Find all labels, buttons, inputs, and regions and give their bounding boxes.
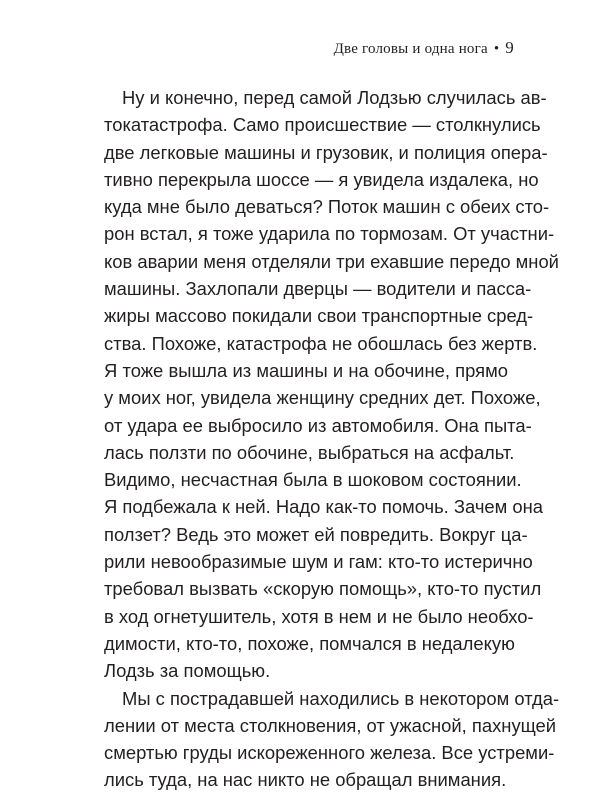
paragraph-2 bbox=[104, 685, 560, 794]
text-line: жиры массово покидали свои транспортные сред- bbox=[104, 305, 534, 327]
body-text bbox=[104, 84, 560, 794]
text-line: лении от места столкновения, от ужасной, пахнущей bbox=[104, 714, 557, 736]
text-line: рон встал, я тоже ударила по тормозам. От участни- bbox=[104, 223, 555, 245]
text-line: ков аварии меня отделяли три ехавшие передо мной bbox=[104, 250, 559, 272]
text-line: ползет? Ведь это может ей повредить. Вокруг ца- bbox=[104, 523, 528, 545]
text-line: смертью груды искореженного железа. Все устреми- bbox=[104, 742, 555, 764]
text-line: у моих ног, увидела женщину средних дет. Похоже, bbox=[104, 387, 541, 409]
text-line: Я тоже вышла из машины и на обочине, прямо bbox=[104, 359, 508, 381]
text-line: тивно перекрыла шоссе — я увидела издалека, но bbox=[104, 168, 539, 190]
text-line: лась ползти по обочине, выбраться на асфальт. bbox=[104, 441, 515, 463]
text-line: Ну и конечно, перед самой Лодзью случилась ав- bbox=[122, 87, 547, 108]
running-header bbox=[334, 38, 514, 58]
text-line: Я подбежала к ней. Надо как-то помочь. Зачем она bbox=[104, 496, 544, 518]
text-line: куда мне было деваться? Поток машин с обеих сто- bbox=[104, 196, 550, 218]
text-line: Лодзь за помощью. bbox=[104, 660, 271, 682]
running-title: Две головы и одна нога bbox=[333, 41, 488, 57]
text-line: от удара ее выбросило из автомобиля. Она пыта- bbox=[104, 414, 532, 436]
text-line: машины. Захлопали дверцы — водители и пасса- bbox=[104, 278, 532, 300]
text-line: в ход огнетушитель, хотя в нем и не было необхо- bbox=[104, 605, 534, 627]
text-line: Мы с пострадавшей находились в некотором отда- bbox=[122, 687, 560, 709]
text-line: лись туда, на нас никто не обращал внимания. bbox=[104, 769, 507, 791]
paragraph-1 bbox=[104, 84, 559, 685]
text-line: две легковые машины и грузовик, и полиция опера- bbox=[104, 141, 548, 163]
text-line: димости, кто-то, похоже, помчался в недалекую bbox=[104, 632, 515, 654]
text-line: требовал вызвать «скорую помощь», кто-то пустил bbox=[104, 578, 542, 600]
header-separator: • bbox=[493, 41, 500, 57]
text-line: ства. Похоже, катастрофа не обошлась без жертв. bbox=[104, 332, 538, 354]
text-line: Видимо, несчастная была в шоковом состоянии. bbox=[104, 469, 522, 491]
text-line: токатастрофа. Само происшествие — столкнулись bbox=[104, 114, 541, 136]
text-line: рили невообразимые шум и гам: кто-то истерично bbox=[104, 551, 533, 573]
page-number: 9 bbox=[505, 38, 514, 57]
